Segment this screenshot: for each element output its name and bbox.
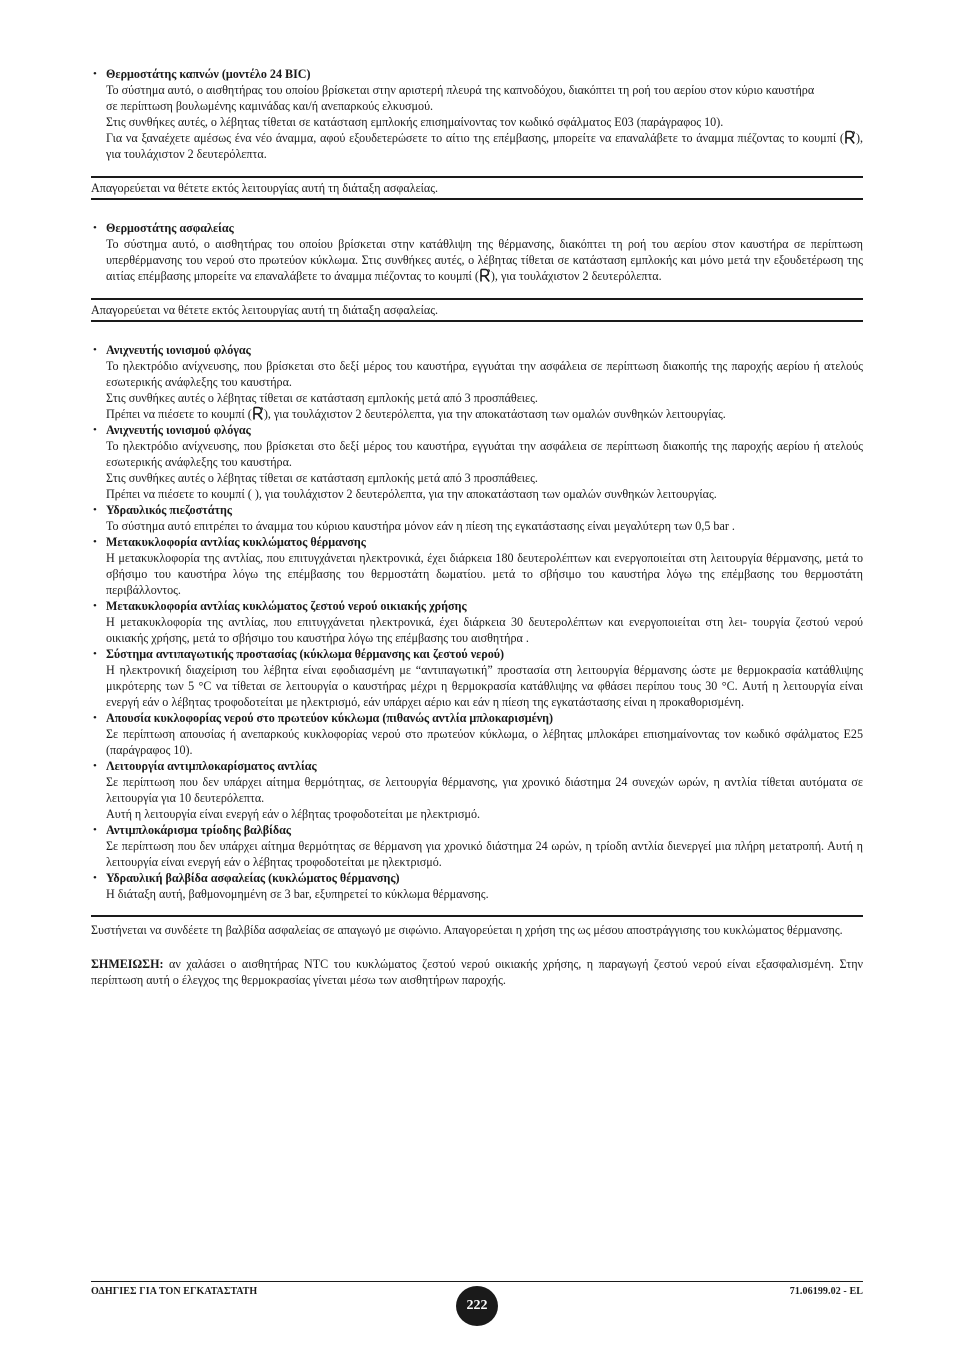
paragraph: Στις συνθήκες αυτές, ο λέβητας τίθεται σε κατάσταση εμπλοκής επισημαίνοντας τον κωδικό σφάλματος E03 (παράγραφος 10). (106, 115, 724, 129)
paragraph: Η μετακυκλοφορία της αντλίας, που επιτυγχάνεται ηλεκτρονικά, έχει διάρκεια 30 δευτερολέπτων και ενεργοποιείται στη λει- τουργία ζεστού νερού οικιακής χρήσης, μετά το σβήσιμο του καυστήρα λόγω της επέμβασης του αισθητήρα . (106, 615, 863, 645)
section-flue-thermostat (91, 66, 863, 162)
warning-text: Απαγορεύεται να θέτετε εκτός λειτουργίας αυτή τη διάταξη ασφαλείας. (91, 303, 439, 317)
reset-button-icon (252, 406, 264, 421)
section-pressure-switch (91, 502, 863, 534)
paragraph: Το σύστημα αυτό επιτρέπει το άναμμα του κύριου καυστήρα μόνον εάν η πίεση της εγκατάστασης είναι μεγαλύτερη των 0,5 bar . (106, 519, 735, 533)
paragraph: Η διάταξη αυτή, βαθμονομημένη σε 3 bar, εξυπηρετεί το κύκλωμα θέρμανσης. (106, 887, 489, 901)
section-safety-thermostat (91, 220, 863, 284)
section-title: • Θερμοστάτης ασφαλείας (106, 221, 234, 235)
section-title: • Υδραυλική βαλβίδα ασφαλείας (κυκλώματος θέρμανσης) (106, 871, 400, 885)
section-no-water-circulation (91, 710, 863, 758)
note-paragraph (91, 956, 863, 988)
page-footer (91, 1281, 863, 1297)
section-dhw-pump-overrun (91, 598, 863, 646)
section-title: • Αντιμπλοκάρισμα τρίοδης βαλβίδας (106, 823, 292, 837)
paragraph: Σε περίπτωση που δεν υπάρχει αίτημα θερμότητας, σε λειτουργία θέρμανσης, για χρονικό διάστημα 24 συνεχών ωρών, η αντλία τίθεται αυτόματα σε λειτουργία για 10 δευτερόλεπτα. (106, 775, 863, 805)
paragraph: Σε περίπτωση απουσίας ή ανεπαρκούς κυκλοφορίας νερού στο πρωτεύον κύκλωμα, ο λέβητας μπλοκάρει επισημαίνοντας τον κωδικό σφάλματος E25 (παράγραφος 10). (106, 727, 863, 757)
warning-box (91, 298, 863, 322)
paragraph (106, 406, 863, 422)
footer-title: ΟΔΗΓΙΕΣ ΓΙΑ ΤΟΝ ΕΓΚΑΤΑΣΤΑΤΗ (91, 1286, 258, 1297)
warning-box (91, 176, 863, 200)
text-run: Πρέπει να πιέσετε το κουμπί ( (106, 407, 252, 421)
section-title: • Θερμοστάτης καπνών (μοντέλο 24 BIC) (106, 67, 311, 81)
section-flame-ionisation-2 (91, 422, 863, 502)
note-label: ΣΗΜΕΙΩΣΗ: (91, 957, 164, 971)
section-title: • Σύστημα αντιπαγωτικής προστασίας (κύκλωμα θέρμανσης και ζεστού νερού) (106, 647, 505, 661)
document-body (91, 66, 863, 988)
section-flame-ionisation-1 (91, 342, 863, 422)
text-run: ), για τουλάχιστον 2 δευτερόλεπτα. (106, 131, 863, 161)
section-title: • Λειτουργία αντιμπλοκαρίσματος αντλίας (106, 759, 317, 773)
paragraph: Στις συνθήκες αυτές ο λέβητας τίθεται σε κατάσταση εμπλοκής μετά από 3 προσπάθειες. (106, 471, 538, 485)
note-block (91, 956, 863, 988)
paragraph: Αυτή η λειτουργία είναι ενεργή εάν ο λέβητας τροφοδοτείται με ηλεκτρισμό. (106, 807, 481, 821)
section-title: • Ανιχνευτής ιονισμού φλόγας (106, 343, 251, 357)
text-run: Το σύστημα αυτό, ο αισθητήρας του οποίου βρίσκεται στην κατάθλιψη της θέρμανσης, διακόπτει τη ροή του αερίου στον καυστήρα σε περίπτωση υπερθέρμανσης του νερού στο πρωτεύον κύκλωμα. Στις συνθήκες αυτές, ο λέβητας τίθεται σε κατάσταση εμπλοκής και μόνο μετά την εξουδετέρωση της αιτίας επέμβασης μπορείτε να επαναλάβετε το άναμμα πιέζοντας το κουμπί ( (106, 237, 863, 283)
section-pump-anti-block (91, 758, 863, 822)
section-title: • Μετακυκλοφορία αντλίας κυκλώματος θέρμανσης (106, 535, 366, 549)
section-heating-pump-overrun (91, 534, 863, 598)
paragraph (106, 130, 863, 162)
section-title: • Απουσία κυκλοφορίας νερού στο πρωτεύον κύκλωμα (πιθανώς αντλία μπλοκαρισμένη) (106, 711, 554, 725)
paragraph: Η ηλεκτρονική διαχείριση του λέβητα είναι εφοδιασμένη με “αντιπαγωτική” προστασία στη λειτουργία θέρμανσης ώστε με θερμοκρασία κατάθλιψης μικρότερης των 5 °C να τίθεται σε λειτουργία ο καυστήρας μέχρι η θερμοκρασία κατάθλιψης να φθάσει περίπου τους 30 °C. Αυτή η λειτουργία είναι ενεργή εάν ο λέβητας τροφοδοτείται με ηλεκτρισμό, εάν υπάρχει αέριο και εάν η πίεση της εγκατάστασης είναι η προκαθορισμένη. (106, 663, 863, 709)
paragraph: Στις συνθήκες αυτές ο λέβητας τίθεται σε κατάσταση εμπλοκής μετά από 3 προσπάθειες. (106, 391, 538, 405)
section-safety-valve (91, 870, 863, 902)
paragraph: σε περίπτωση βουλωμένης καμινάδας και/ή ανεπαρκούς ελκυσμού. (106, 99, 434, 113)
paragraph: Πρέπει να πιέσετε το κουμπί ( ), για τουλάχιστον 2 δευτερόλεπτα, για την αποκατάσταση των ομαλών συνθηκών λειτουργίας. (106, 487, 717, 501)
warning-box (91, 915, 863, 940)
section-title: • Υδραυλικός πιεζοστάτης (106, 503, 233, 517)
text-run: ), για τουλάχιστον 2 δευτερόλεπτα, για την αποκατάσταση των ομαλών συνθηκών λειτουργίας. (263, 407, 726, 421)
reset-button-icon (844, 130, 856, 145)
text-run: Για να ξαναέχετε αμέσως ένα νέο άναμμα, αφού εξουδετερώσετε το αίτιο της επέμβασης, μπορείτε να επαναλάβετε το άναμμα πιέζοντας το κουμπί ( (106, 131, 844, 145)
paragraph: Το ηλεκτρόδιο ανίχνευσης, που βρίσκεται στο δεξί μέρος του καυστήρα, εγγυάται την ασφάλεια σε περίπτωση διακοπής της παροχής αερίου ή ατελούς εσωτερικής ανάφλεξης του καυστήρα. (106, 439, 863, 469)
paragraph: Το ηλεκτρόδιο ανίχνευσης, που βρίσκεται στο δεξί μέρος του καυστήρα, εγγυάται την ασφάλεια σε περίπτωση διακοπής της παροχής αερίου ή ατελούς εσωτερικής ανάφλεξης του καυστήρα. (106, 359, 863, 389)
footer-doc-code: 71.06199.02 - EL (789, 1286, 863, 1297)
section-title: • Ανιχνευτής ιονισμού φλόγας (106, 423, 251, 437)
paragraph: Η μετακυκλοφορία της αντλίας, που επιτυγχάνεται ηλεκτρονικά, έχει διάρκεια 180 δευτερολέπτων και ενεργοποιείται στη λειτουργία θέρμανσης, μετά το σβήσιμο του καυστήρα λόγω της επέμβασης του θερμοστάτη δωματίου. μετά το σβήσιμο του καυστήρα λόγω της επέμβασης του θερμοστάτη περιβάλλοντος. (106, 551, 863, 597)
paragraph (106, 236, 863, 284)
section-frost-protection (91, 646, 863, 710)
page-number: 222 (456, 1286, 498, 1326)
note-text: αν χαλάσει ο αισθητήρας NTC του κυκλώματος ζεστού νερού οικιακής χρήσης, η παραγωγή ζεστού νερού είναι εξασφαλισμένη. Στην περίπτωση αυτή ο έλεγχος της θερμοκρασίας γίνεται μέσω των αισθητήρων παροχής. (91, 957, 863, 987)
reset-button-icon (479, 268, 491, 283)
section-title: • Μετακυκλοφορία αντλίας κυκλώματος ζεστού νερού οικιακής χρήσης (106, 599, 467, 613)
paragraph: Το σύστημα αυτό, ο αισθητήρας του οποίου βρίσκεται στην αριστερή πλευρά της καπνοδόχου, διακόπτει τη ροή του αερίου στον κύριο καυστήρα (106, 83, 815, 97)
warning-text: Απαγορεύεται να θέτετε εκτός λειτουργίας αυτή τη διάταξη ασφαλείας. (91, 181, 439, 195)
warning-text: Συστήνεται να συνδέετε τη βαλβίδα ασφαλείας σε απαγωγό με σιφώνιο. Απαγορεύεται η χρήση της ως μέσου αποστράγγισης του κυκλώματος θέρμανσης. (91, 923, 843, 937)
paragraph: Σε περίπτωση που δεν υπάρχει αίτημα θερμότητας σε θέρμανση για χρονικό διάστημα 24 ωρών, η τρίοδη αντλία διενεργεί μια πλήρη μετατροπή. Αυτή η λειτουργία είναι ενεργή εάν ο λέβητας τροφοδοτείται με ηλεκτρισμό. (106, 839, 863, 869)
text-run: ), για τουλάχιστον 2 δευτερόλεπτα. (490, 269, 662, 283)
section-valve-anti-block (91, 822, 863, 870)
